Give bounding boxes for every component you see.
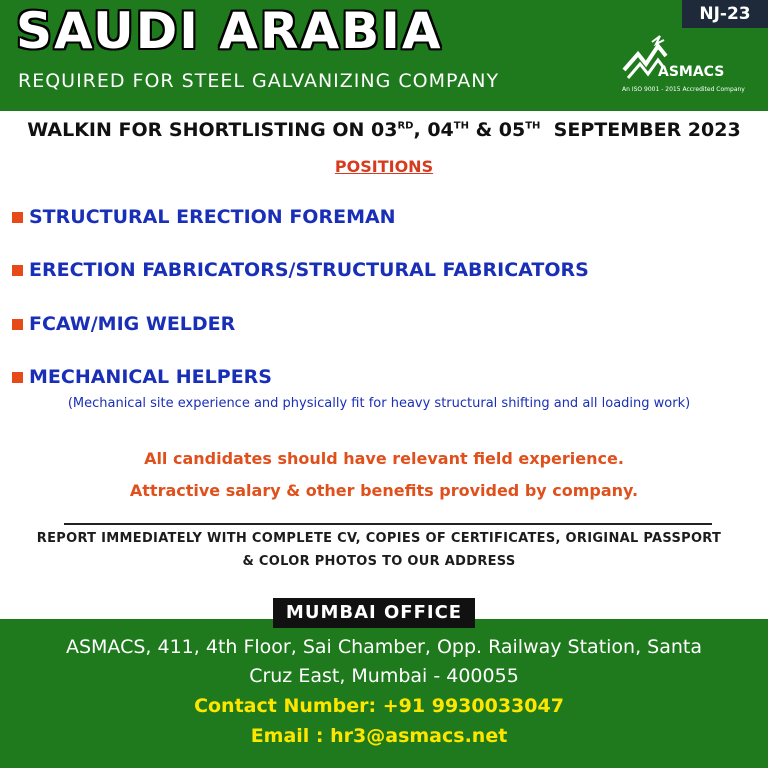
office-address [30,633,738,691]
header-subtitle: REQUIRED FOR STEEL GALVANIZING COMPANY [18,70,500,92]
bullet-square-icon [12,212,23,223]
bullet-square-icon [12,372,23,383]
position-label: ERECTION FABRICATORS/STRUCTURAL FABRICATORS [29,259,589,281]
address-line-2: Cruz East, Mumbai - 400055 [249,665,519,687]
contact-email: Email : hr3@asmacs.net [250,725,508,747]
salary-note: Attractive salary & other benefits provided by company. [129,481,639,500]
experience-note: All candidates should have relevant field experience. [144,449,624,468]
position-label: STRUCTURAL ERECTION FOREMAN [29,206,396,228]
report-line-2: & COLOR PHOTOS TO OUR ADDRESS [242,554,516,569]
walkin-sup-th2: TH [525,120,541,132]
report-line-1: REPORT IMMEDIATELY WITH COMPLETE CV, COPIES OF CERTIFICATES, ORIGINAL PASSPORT [36,531,722,546]
asmacs-logo [622,34,762,98]
logo-tagline: An ISO 9001 - 2015 Accredited Company [622,86,745,93]
helpers-note: (Mechanical site experience and physically fit for heavy structural shifting and all loading work) [67,396,691,411]
position-label: MECHANICAL HELPERS [29,366,272,388]
walkin-prefix: WALKIN FOR SHORTLISTING ON 03 [27,119,398,141]
address-line-1: ASMACS, 411, 4th Floor, Sai Chamber, Opp. Railway Station, Santa [65,636,703,658]
contact-number: Contact Number: +91 9930033047 [194,695,564,717]
walkin-dates [0,119,768,141]
job-code-badge: NJ-23 [682,0,768,28]
walkin-sep1: , 04 [413,119,454,141]
logo-name: ASMACS [658,64,725,80]
positions-heading: POSITIONS [334,157,434,176]
office-title: MUMBAI OFFICE [273,598,475,628]
section-divider [64,523,712,525]
walkin-sup-th1: TH [453,120,469,132]
header-banner [0,0,768,111]
position-item [12,366,272,388]
position-item [12,313,235,335]
report-instructions [0,527,758,573]
walkin-suffix: SEPTEMBER 2023 [540,119,741,141]
position-label: FCAW/MIG WELDER [29,313,236,335]
bullet-square-icon [12,319,23,330]
country-title: SAUDI ARABIA [16,2,443,60]
position-item [12,259,589,281]
position-item [12,206,396,228]
bullet-square-icon [12,265,23,276]
walkin-sep2: & 05 [468,119,526,141]
walkin-sup-rd: RD [397,120,414,132]
